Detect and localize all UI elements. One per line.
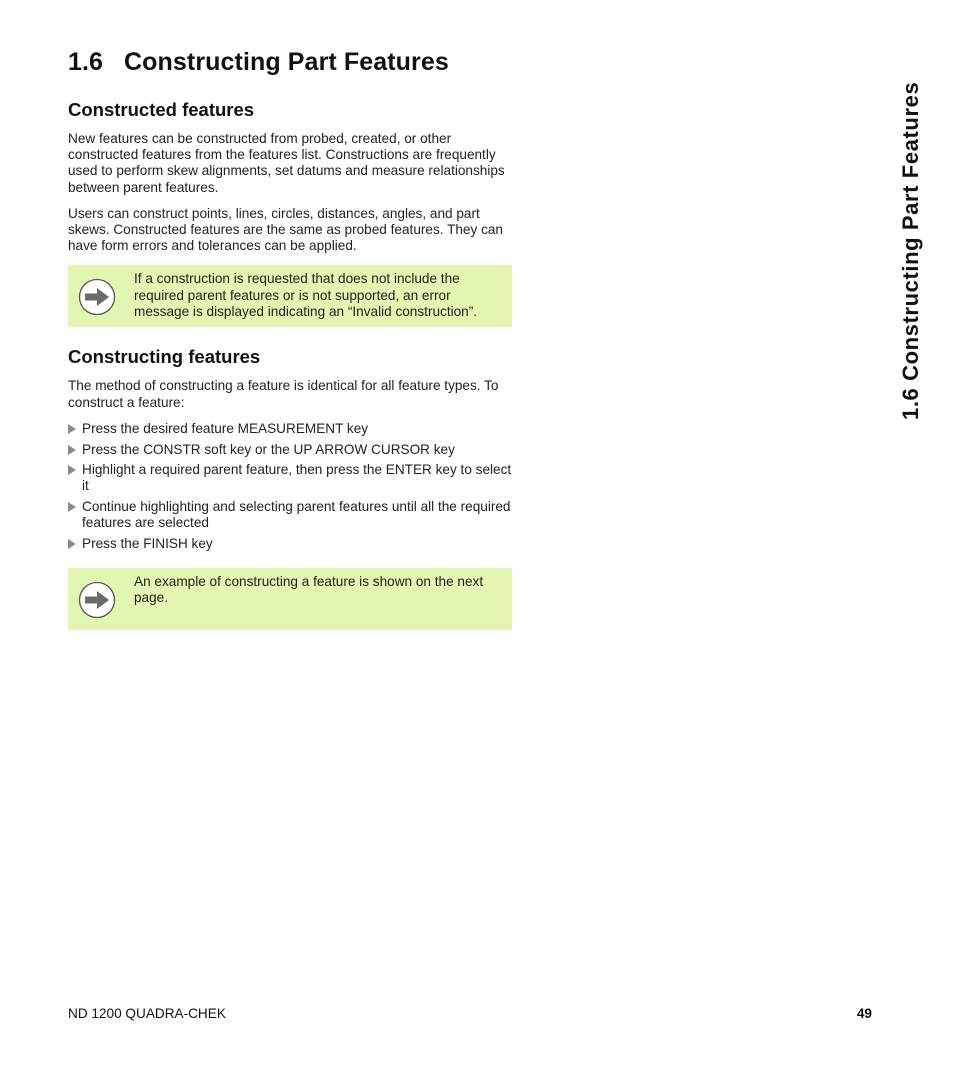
step-text: Press the CONSTR soft key or the UP ARROW CURSOR key: [82, 441, 455, 457]
footer-product-name: ND 1200 QUADRA-CHEK: [68, 1006, 226, 1021]
heading-constructing-features: Constructing features: [68, 346, 261, 368]
arrow-right-circle-icon: [78, 581, 116, 619]
section-number: 1.6: [68, 48, 104, 76]
note-box-invalid-construction: [68, 265, 512, 327]
heading-constructed-features: Constructed features: [68, 99, 255, 120]
note-text: If a construction is requested that does not include the required parent features or is not supported, an error message is displayed indicating an “Invalid construction”.: [134, 271, 478, 319]
paragraph-constructing: The method of constructing a feature is identical for all feature types. To construct a feature:: [68, 378, 499, 410]
list-item: [68, 536, 512, 552]
triangle-bullet-icon: [68, 424, 76, 434]
arrow-right-circle-icon: [78, 278, 116, 316]
triangle-bullet-icon: [68, 445, 76, 455]
page-title: [68, 44, 512, 80]
list-item: [68, 462, 512, 494]
side-section-title: 1.6 Constructing Part Features: [898, 81, 923, 420]
triangle-bullet-icon: [68, 502, 76, 512]
main-content: [68, 44, 512, 630]
step-text: Press the desired feature MEASUREMENT key: [82, 420, 369, 436]
paragraph-constructed-1: New features can be constructed from probed, created, or other constructed features from the features list. Constructions are frequently used to perform skew alignments, set datums and measure relationships between parent features.: [68, 131, 505, 195]
list-item: [68, 499, 512, 531]
section-title: Constructing Part Features: [124, 48, 449, 76]
triangle-bullet-icon: [68, 539, 76, 549]
step-text: Press the FINISH key: [82, 536, 213, 552]
note-text: An example of constructing a feature is shown on the next page.: [134, 574, 484, 606]
list-item: [68, 421, 512, 437]
note-box-example: [68, 568, 512, 630]
triangle-bullet-icon: [68, 465, 76, 475]
list-item: [68, 442, 512, 458]
step-text: Highlight a required parent feature, then press the ENTER key to select it: [82, 462, 512, 494]
steps-list: [68, 421, 512, 552]
step-text: Continue highlighting and selecting parent features until all the required features are selected: [82, 499, 511, 531]
page-number: 49: [856, 1006, 872, 1021]
paragraph-constructed-2: Users can construct points, lines, circles, distances, angles, and part skews. Constructed features are the same as probed features. They can have form errors and tolerances can be applied.: [68, 205, 503, 254]
